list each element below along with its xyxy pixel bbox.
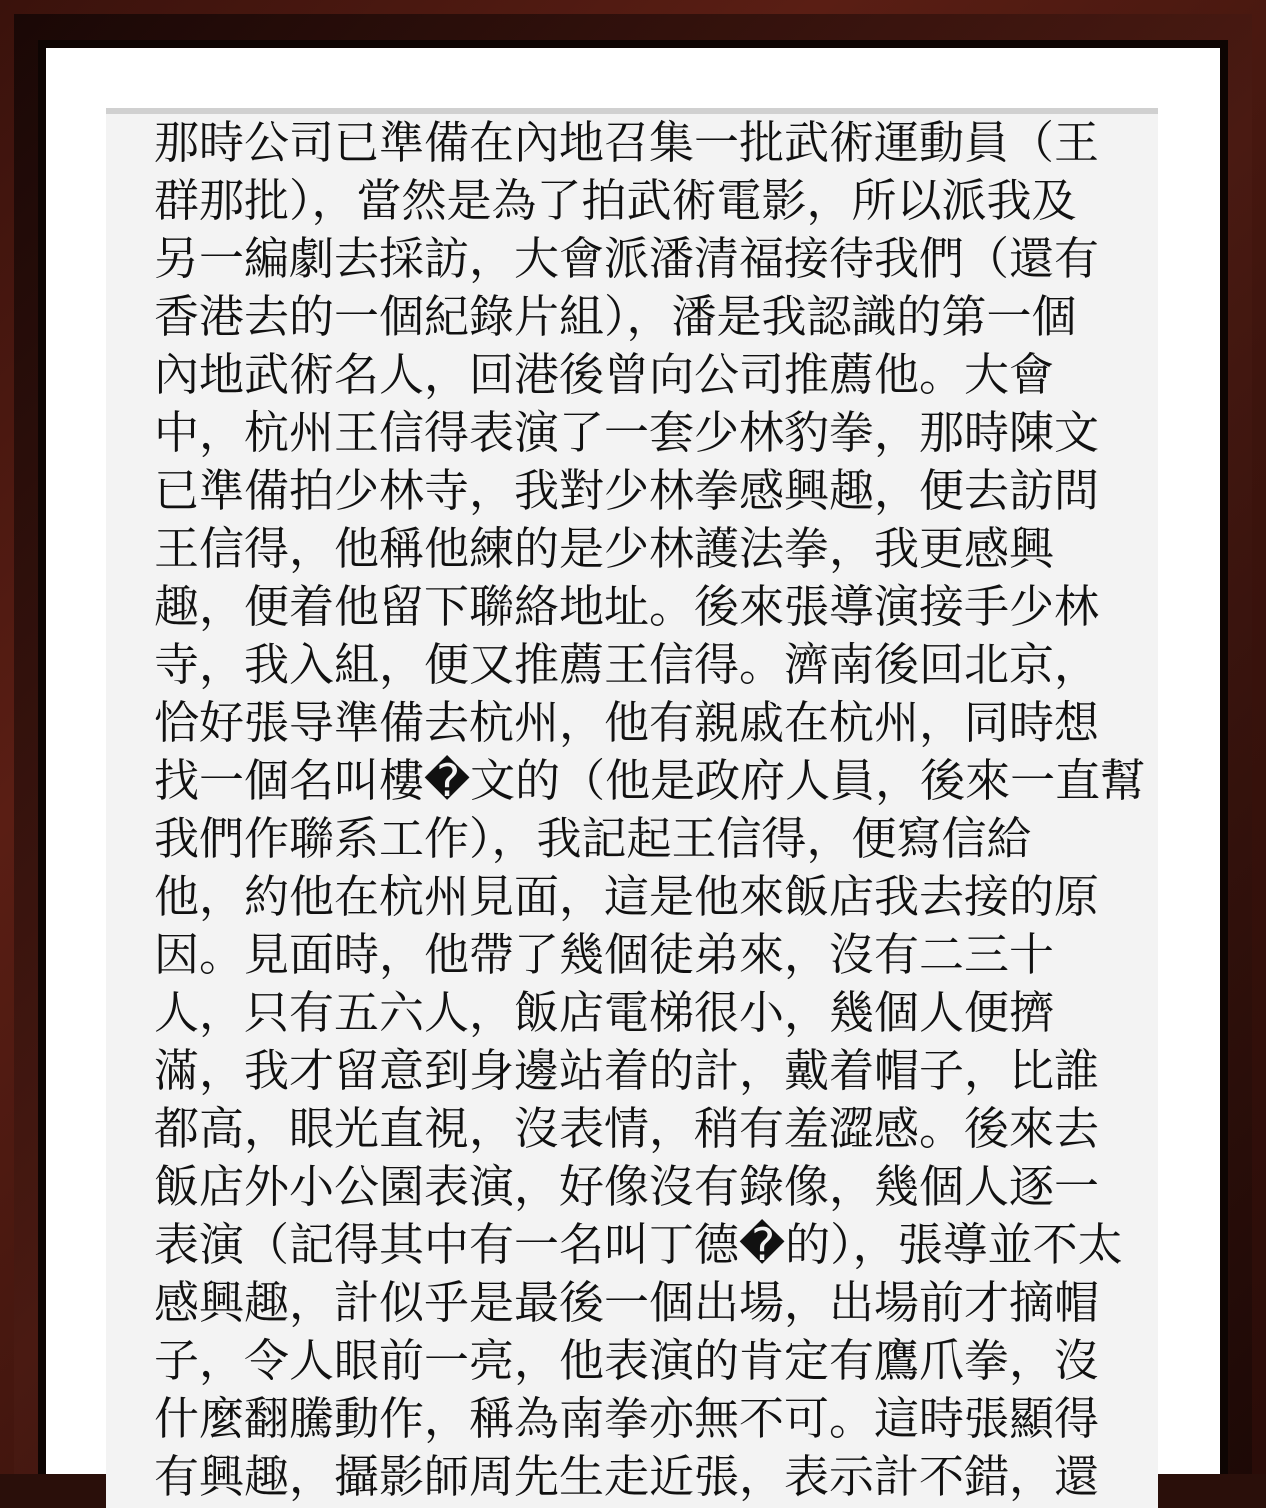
article-line: 滿，我才留意到身邊站着的計，戴着帽子，比誰 bbox=[154, 1044, 1100, 1097]
article-line: 感興趣，計似乎是最後一個出場，出場前才摘帽 bbox=[154, 1276, 1100, 1329]
article-line: 子，令人眼前一亮，他表演的肯定有鷹爪拳，沒 bbox=[154, 1334, 1100, 1387]
article-line: 都高，眼光直視，沒表情，稍有羞澀感。後來去 bbox=[154, 1102, 1100, 1155]
article-line: 人，只有五六人，飯店電梯很小，幾個人便擠 bbox=[154, 986, 1055, 1039]
article-line: 他，約他在杭州見面，這是他來飯店我去接的原 bbox=[154, 870, 1100, 923]
article-line: 內地武術名人，回港後曾向公司推薦他。大會 bbox=[154, 348, 1055, 401]
article-line: 找一個名叫樓�文的（他是政府人員，後來一直幫 bbox=[154, 754, 1146, 807]
article-line: 已準備拍少林寺，我對少林拳感興趣，便去訪問 bbox=[154, 464, 1100, 517]
article-line: 有興趣，攝影師周先生走近張，表示計不錯，還 bbox=[154, 1450, 1100, 1503]
article-line: 表演（記得其中有一名叫丁德�的），張導並不太 bbox=[154, 1218, 1123, 1271]
article-line: 群那批），當然是為了拍武術電影，所以派我及 bbox=[154, 174, 1077, 227]
article-line: 飯店外小公園表演，好像沒有錄像，幾個人逐一 bbox=[154, 1160, 1100, 1213]
article-line: 另一編劇去採訪，大會派潘清福接待我們（還有 bbox=[154, 232, 1100, 285]
article-line: 寺，我入組，便又推薦王信得。濟南後回北京， bbox=[154, 638, 1100, 691]
article-line: 趣，便着他留下聯絡地址。後來張導演接手少林 bbox=[154, 580, 1100, 633]
article-line: 什麼翻騰動作，稱為南拳亦無不可。這時張顯得 bbox=[154, 1392, 1100, 1445]
paper-page bbox=[46, 48, 1220, 1503]
article-line: 中，杭州王信得表演了一套少林豹拳，那時陳文 bbox=[154, 406, 1100, 459]
article-line: 因。見面時，他帶了幾個徒弟來，沒有二三十 bbox=[154, 928, 1055, 981]
article-line: 我們作聯系工作），我記起王信得，便寫信給 bbox=[154, 812, 1032, 865]
article-line: 王信得，他稱他練的是少林護法拳，我更感興 bbox=[154, 522, 1055, 575]
article-line: 那時公司已準備在內地召集一批武術運動員（王 bbox=[154, 116, 1100, 169]
article-body bbox=[154, 114, 1146, 1506]
article-line: 恰好張导準備去杭州，他有親戚在杭州，同時想 bbox=[154, 696, 1100, 749]
article-line: 香港去的一個紀錄片組），潘是我認識的第一個 bbox=[154, 290, 1077, 343]
